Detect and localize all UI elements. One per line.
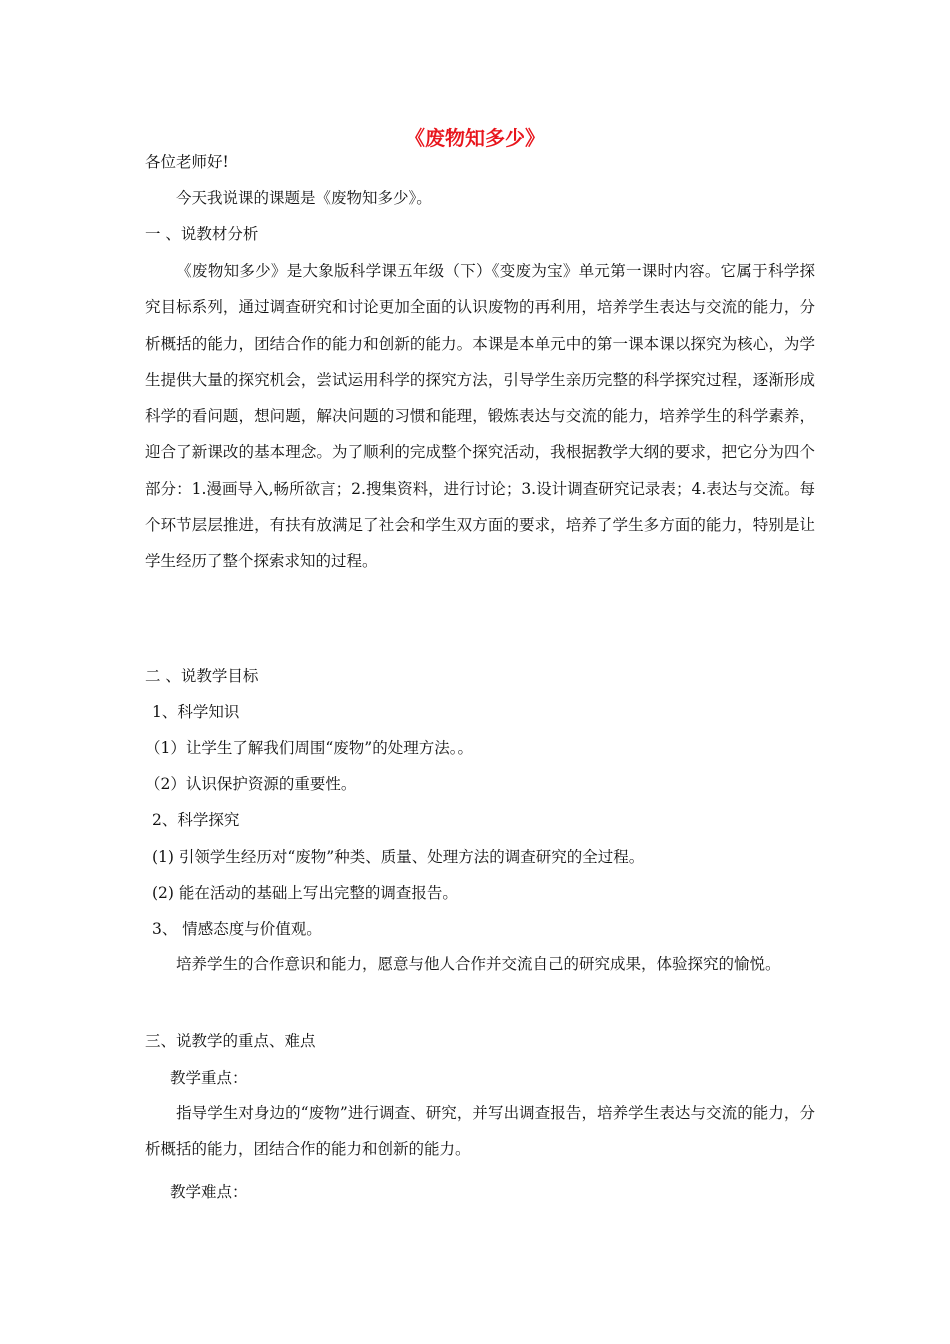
intro-line: 今天我说课的课题是《废物知多少》。 bbox=[176, 189, 432, 207]
section2-item1-1: （1）让学生了解我们周围“废物”的处理方法。。 bbox=[145, 739, 473, 757]
key-point-label: 教学重点： bbox=[170, 1069, 248, 1087]
section2-paragraph bbox=[145, 946, 815, 1026]
section1-paragraph-text: 《废物知多少》是大象版科学课五年级（下）《变废为宝》单元第一课时内容。它属于科学探究目标系列，通过调查研究和讨论更加全面的认识废物的再利用，培养学生表达与交流的能力，分析概括的能力，团结合作的能力和创新的能力。本课是本单元中的第一课本课以探究为核心，为学生提供大量的探究机会，尝试运用科学的探究方法，引导学生亲历完整的科学探究过程，逐渐形成科学的看问题，想问题，解决问题的习惯和能理，锻炼表达与交流的能力，培养学生的科学素养，迎合了新课改的基本理念。为了顺利的完成整个探究活动，我根据教学大纲的要求，把它分为四个部分：1.漫画导入,畅所欲言；2.搜集资料，进行讨论；3.设计调查研究记录表；4.表达与交流。每个环节层层推进，有扶有放满足了社会和学生双方面的要求，培养了学生多方面的能力，特别是让学生经历了整个探索求知的过程。 bbox=[145, 262, 815, 571]
section2-item2-1: (1) 引领学生经历对“废物”种类、质量、处理方法的调查研究的全过程。 bbox=[152, 848, 645, 866]
section1-paragraph bbox=[145, 253, 815, 653]
document-title: 《废物知多少》 bbox=[405, 126, 545, 150]
key-point-paragraph bbox=[145, 1095, 815, 1175]
section3-heading: 三、说教学的重点、难点 bbox=[145, 1032, 316, 1050]
section2-sub2: 2、科学探究 bbox=[152, 811, 240, 829]
section2-sub1: 1、科学知识 bbox=[152, 703, 240, 721]
section2-item2-2: (2) 能在活动的基础上写出完整的调查报告。 bbox=[152, 884, 458, 902]
section1-heading: 一 、说教材分析 bbox=[145, 225, 259, 243]
key-point-paragraph-text: 指导学生对身边的“废物”进行调查、研究，并写出调查报告，培养学生表达与交流的能力，分析概括的能力，团结合作的能力和创新的能力。 bbox=[145, 1104, 815, 1159]
section2-paragraph-text: 培养学生的合作意识和能力，愿意与他人合作并交流自己的研究成果，体验探究的愉悦。 bbox=[176, 955, 781, 973]
section2-sub3: 3、 情感态度与价值观。 bbox=[152, 920, 322, 938]
difficulty-label: 教学难点： bbox=[170, 1183, 248, 1201]
section2-item1-2: （2）认识保护资源的重要性。 bbox=[145, 775, 357, 793]
greeting: 各位老师好! bbox=[145, 153, 229, 171]
section2-heading: 二 、说教学目标 bbox=[145, 667, 259, 685]
